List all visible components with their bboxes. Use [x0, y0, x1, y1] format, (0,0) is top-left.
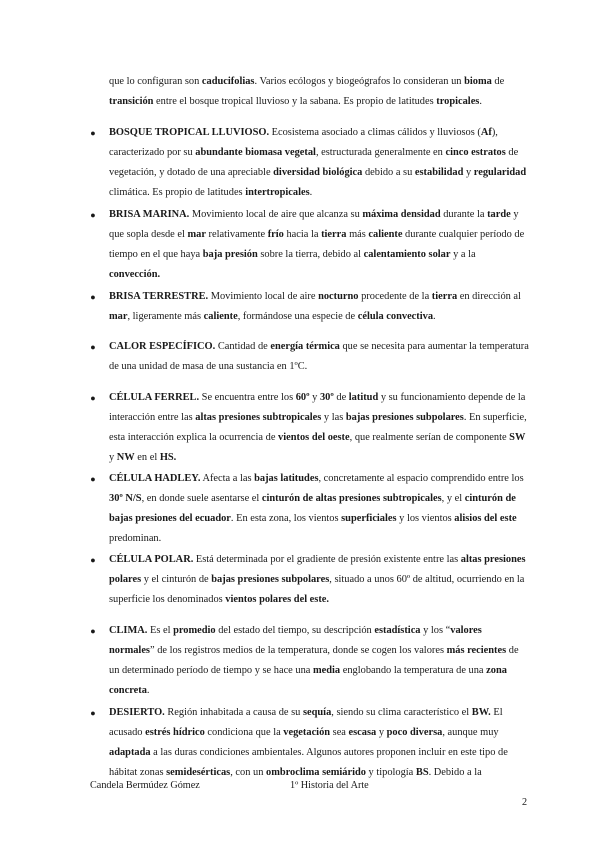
- bullet-icon: ●: [90, 342, 96, 352]
- bold-term: baja presión: [202, 249, 258, 260]
- text-run: y tipología: [365, 767, 416, 778]
- bold-term: tarde: [487, 209, 511, 220]
- footer-author: Candela Bermúdez Gómez: [90, 780, 200, 791]
- text-run: Movimiento local de aire que alcanza su: [189, 209, 363, 220]
- text-run: y que sopla desde el: [109, 209, 519, 240]
- text-run: predominan.: [109, 533, 162, 544]
- bold-term: estrés hídrico: [145, 727, 205, 738]
- text-run: de vegetación, y dotado de una apreciable: [109, 147, 519, 178]
- text-run: y los vientos: [396, 513, 455, 524]
- text-run: y: [109, 452, 117, 463]
- text-run: que se necesita para aumentar la temperatura de una unidad de masa de una sustancia en 1ºC.: [109, 341, 529, 372]
- text-run: Región inhabitada a causa de su: [164, 707, 303, 718]
- bold-term: transición: [109, 96, 154, 107]
- bullet-icon: ●: [90, 708, 96, 718]
- text-run: más: [346, 229, 369, 240]
- bold-term: SW: [509, 432, 526, 443]
- text-run: ” de los registros medios de la temperatura, donde se cogen los valores: [149, 645, 447, 656]
- text-run: , en donde suele asentarse el: [141, 493, 262, 504]
- bold-term: media: [313, 665, 341, 676]
- text-run: y su funcionamiento depende de la interacción entre las: [109, 392, 526, 423]
- text-run: .: [309, 187, 313, 198]
- text-run: procedente de la: [358, 291, 432, 302]
- text-run: y los “: [420, 625, 451, 636]
- bold-term: CÉLULA FERREL.: [109, 392, 200, 403]
- bold-term: semidesérticas: [166, 767, 231, 778]
- text-run: , formándose una especie de: [237, 311, 358, 322]
- continuation-paragraph: [109, 72, 509, 112]
- text-run: y el cinturón de: [141, 574, 212, 585]
- bold-term: latitud: [348, 392, 379, 403]
- bold-term: zona concreta: [109, 665, 507, 696]
- bold-term: máxima densidad: [362, 209, 441, 220]
- text-run: Ecosistema asociado a climas cálidos y lluviosos (: [269, 127, 481, 138]
- bold-term: célula convectiva: [357, 311, 434, 322]
- text-run: y: [463, 167, 474, 178]
- bold-term: mar: [187, 229, 206, 240]
- bold-term: CÉLULA POLAR.: [109, 554, 194, 565]
- text-run: durante la: [440, 209, 488, 220]
- text-run: Cantidad de: [215, 341, 271, 352]
- bold-term: escasa: [348, 727, 377, 738]
- text-run: ), caracterizado por su: [109, 127, 498, 158]
- text-run: , siendo su clima característico el: [331, 707, 472, 718]
- bold-term: caliente: [203, 311, 238, 322]
- bold-term: abundante biomasa vegetal: [195, 147, 316, 158]
- bold-term: tierra: [321, 229, 347, 240]
- text-run: Está determinada por el gradiente de presión existente entre las: [193, 554, 461, 565]
- text-run: , concretamente al espacio comprendido entre los: [318, 473, 524, 484]
- text-run: El acusado: [109, 707, 503, 738]
- text-run: , estructurada generalmente en: [315, 147, 446, 158]
- bold-term: ombroclima semiárido: [266, 767, 366, 778]
- bold-term: cinturón de altas presiones subtropicales: [261, 493, 442, 504]
- bold-term: caliente: [368, 229, 403, 240]
- bold-term: tierra: [431, 291, 458, 302]
- bold-term: diversidad biológica: [273, 167, 363, 178]
- bold-term: NW: [116, 452, 135, 463]
- bold-term: BW.: [471, 707, 491, 718]
- text-run: entre el bosque tropical lluvioso y la sabana. Es propio de latitudes: [153, 96, 437, 107]
- text-run: condiciona que la: [204, 727, 284, 738]
- text-run: a las duras condiciones ambientales. Algunos autores proponen incluir en este tipo de hábitat zonas: [109, 747, 508, 778]
- text-run: .: [433, 311, 436, 322]
- text-run: y a la: [450, 249, 476, 260]
- bold-term: vegetación: [283, 727, 331, 738]
- bold-term: estadística: [374, 625, 421, 636]
- bold-term: DESIERTO.: [109, 707, 165, 718]
- bold-term: HS.: [159, 452, 177, 463]
- text-run: en el: [134, 452, 160, 463]
- bold-term: más recientes: [446, 645, 507, 656]
- bullet-icon: ●: [90, 292, 96, 302]
- text-run: , ligeramente más: [127, 311, 204, 322]
- bold-term: energía térmica: [270, 341, 340, 352]
- text-run: Movimiento local de aire: [208, 291, 319, 302]
- text-run: y: [309, 392, 320, 403]
- text-run: en dirección al: [457, 291, 521, 302]
- text-run: y: [376, 727, 387, 738]
- bold-term: 30º N/S: [109, 493, 142, 504]
- bold-term: 30º: [319, 392, 334, 403]
- text-run: , y el: [441, 493, 465, 504]
- bold-term: sequía: [302, 707, 332, 718]
- bold-term: altas presiones polares: [109, 554, 526, 585]
- text-run: durante cualquier período de tiempo en el que haya: [109, 229, 525, 260]
- bold-term: bajas presiones subpolares: [345, 412, 464, 423]
- bold-term: altas presiones subtropicales: [195, 412, 322, 423]
- bold-term: CALOR ESPECÍFICO.: [109, 341, 216, 352]
- bullet-icon: ●: [90, 128, 96, 138]
- bold-term: bajas latitudes: [254, 473, 319, 484]
- text-run: debido a su: [362, 167, 415, 178]
- bold-term: nocturno: [318, 291, 359, 302]
- bold-term: adaptada: [109, 747, 151, 758]
- bullet-icon: ●: [90, 626, 96, 636]
- bold-term: valores normales: [109, 625, 482, 656]
- text-run: Es el: [147, 625, 174, 636]
- glossary-entry: [90, 123, 529, 203]
- text-run: de: [333, 392, 349, 403]
- bold-term: caducifolias: [201, 76, 255, 87]
- text-run: englobando la temperatura de una: [340, 665, 487, 676]
- text-run: Se encuentra entre los: [199, 392, 296, 403]
- bold-term: regularidad: [473, 167, 527, 178]
- text-run: , situado a unos 60º de altitud, ocurriendo en la superficie los denominados: [109, 574, 525, 605]
- bold-term: promedio: [173, 625, 216, 636]
- bullet-icon: ●: [90, 555, 96, 565]
- text-run: . En superficie, esta interacción explica la ocurrencia de: [109, 412, 527, 443]
- bold-term: 60º: [295, 392, 310, 403]
- text-run: sea: [330, 727, 349, 738]
- glossary-entry: [90, 703, 529, 783]
- text-run: de: [491, 76, 505, 87]
- text-run: del estado del tiempo, su descripción: [215, 625, 375, 636]
- bold-term: frío: [267, 229, 284, 240]
- bold-term: tropicales: [436, 96, 480, 107]
- text-run: .: [146, 685, 150, 696]
- bold-term: cinturón de bajas presiones del ecuador: [109, 493, 516, 524]
- bold-term: calentamiento solar: [363, 249, 451, 260]
- bold-term: vientos del oeste: [278, 432, 350, 443]
- bold-term: vientos polares del este.: [225, 594, 330, 605]
- bold-term: convección.: [109, 269, 161, 280]
- bullet-icon: ●: [90, 210, 96, 220]
- text-run: , con un: [230, 767, 266, 778]
- bold-term: BRISA TERRESTRE.: [109, 291, 209, 302]
- bold-term: mar: [109, 311, 128, 322]
- glossary-entry: [90, 621, 529, 701]
- bold-term: estabilidad: [414, 167, 464, 178]
- page-number: 2: [522, 797, 528, 808]
- bold-term: superficiales: [341, 513, 397, 524]
- text-run: hacia la: [283, 229, 322, 240]
- text-run: . En esta zona, los vientos: [230, 513, 342, 524]
- bold-term: cinco estratos: [445, 147, 506, 158]
- bold-term: bioma: [464, 76, 492, 87]
- text-run: sobre la tierra, debido al: [257, 249, 364, 260]
- text-run: . Debido a la: [428, 767, 482, 778]
- bold-term: poco diversa: [386, 727, 443, 738]
- glossary-entry: [90, 287, 529, 327]
- bullet-icon: ●: [90, 393, 96, 403]
- text-run: , que realmente serían de componente: [349, 432, 510, 443]
- footer-course: 1º Historia del Arte: [290, 780, 369, 791]
- text-run: .: [479, 96, 482, 107]
- text-run: , aunque muy: [442, 727, 499, 738]
- bold-term: intertropicales: [245, 187, 310, 198]
- text-run: de un determinado período de tiempo y se hace una: [109, 645, 519, 676]
- text-run: que lo configuran son: [109, 76, 202, 87]
- text-run: relativamente: [205, 229, 268, 240]
- bullet-icon: ●: [90, 474, 96, 484]
- glossary-entry: [90, 205, 529, 285]
- text-run: Afecta a las: [200, 473, 255, 484]
- bold-term: BS: [415, 767, 429, 778]
- glossary-entry: [90, 469, 529, 549]
- bold-term: CÉLULA HADLEY.: [109, 473, 201, 484]
- text-run: y las: [321, 412, 346, 423]
- text-run: . Varios ecólogos y biogeógrafos lo consideran un: [254, 76, 465, 87]
- glossary-entry: [90, 337, 529, 377]
- text-run: climática. Es propio de latitudes: [109, 187, 246, 198]
- bold-term: Af: [480, 127, 492, 138]
- bold-term: alisios del este: [454, 513, 517, 524]
- bold-term: BOSQUE TROPICAL LLUVIOSO.: [109, 127, 270, 138]
- bold-term: bajas presiones subpolares: [211, 574, 330, 585]
- glossary-entry: [90, 550, 529, 610]
- bold-term: CLIMA.: [109, 625, 148, 636]
- glossary-entry: [90, 388, 529, 468]
- bold-term: BRISA MARINA.: [109, 209, 190, 220]
